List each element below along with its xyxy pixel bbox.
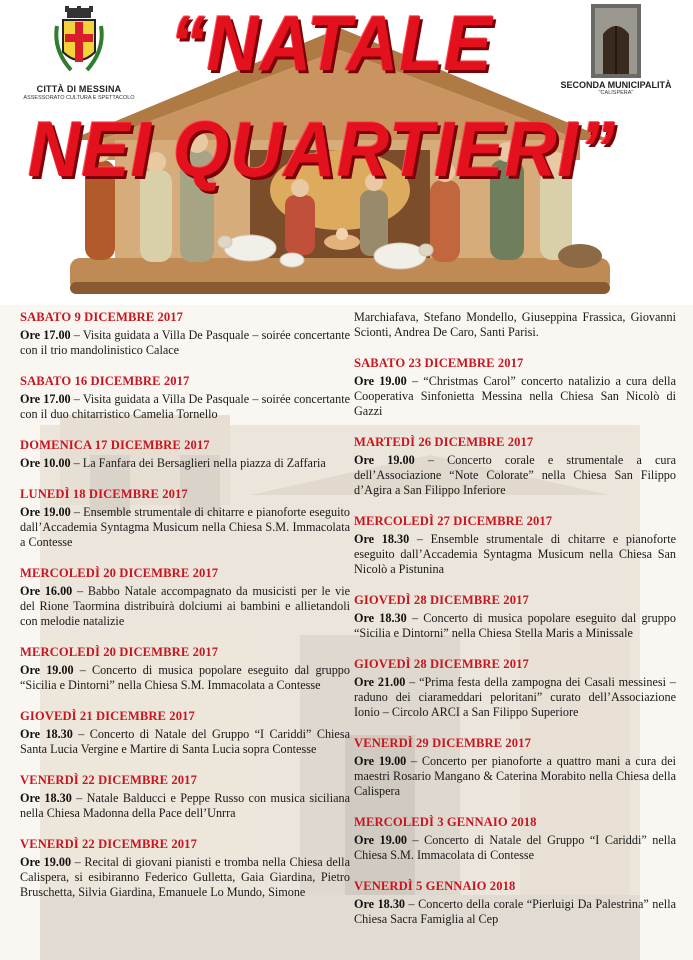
event-date: SABATO 16 DICEMBRE 2017 [20,374,190,388]
event-description [354,611,676,641]
coat-of-arms-icon [53,6,105,82]
event-description [20,855,350,900]
poster-title-line-2: NEI QUARTIERI” [28,105,617,193]
event-item [354,593,676,641]
event-time: Ore 19.00 [20,663,74,677]
event-date: MERCOLEDÌ 20 DICEMBRE 2017 [20,566,219,580]
event-time: Ore 18.30 [20,791,72,805]
event-date: MARTEDÌ 26 DICEMBRE 2017 [354,435,534,449]
municipality-name: SECONDA MUNICIPALITÀ [560,80,672,90]
event-item [354,657,676,720]
event-text: – Visita guidata a Villa De Pasquale – soirée concertante con il duo chitarristico Camelia Tornello [20,392,350,421]
event-continuation: Marchiafava, Stefano Mondello, Giuseppina Frassica, Giovanni Scionti, Andrea De Caro, Santi Parisi. [354,310,676,339]
event-description [20,456,350,471]
event-time: Ore 17.00 [20,392,71,406]
event-time: Ore 19.00 [354,374,407,388]
event-item [20,709,350,757]
event-date: GIOVEDÌ 28 DICEMBRE 2017 [354,593,529,607]
events-right-column [354,310,676,943]
events-left-column [20,310,350,916]
event-item [20,487,350,550]
event-item [20,438,350,471]
event-text: – Concerto per pianoforte a quattro mani a cura dei maestri Rosario Mangano & Caterina Morabito nella Chiesa della Calispera [354,754,676,798]
event-time: Ore 19.00 [354,453,415,467]
event-description [20,663,350,693]
event-description [20,727,350,757]
event-item [20,837,350,900]
event-text: – Recital di giovani pianisti e tromba nella Chiesa della Calispera, si esibiranno Federico Gulletta, Gaia Giardina, Pietro Bruschetta, Silvia Giardina, Emanuele Lo Mundo, Simone [20,855,350,899]
event-time: Ore 19.00 [354,833,408,847]
event-text: – “Christmas Carol” concerto natalizio a cura della Cooperativa Sinfonietta Messina nella Chiesa San Nicolò di Gazzi [354,374,676,418]
event-description [20,328,350,358]
city-of-messina-logo [20,6,138,101]
poster-title-line-1: “NATALE [170,0,493,87]
event-description [354,754,676,799]
event-text: – La Fanfara dei Bersaglieri nella piazza di Zaffaria [70,456,326,470]
event-time: Ore 19.00 [354,754,407,768]
event-description [20,791,350,821]
event-item [20,310,350,358]
event-date: GIOVEDÌ 28 DICEMBRE 2017 [354,657,529,671]
event-text: – Ensemble strumentale di chitarre e pianoforte eseguito dall’Accademia Syntagma Musicum nella Chiesa San Nicolò a Pistunina [354,532,676,576]
event-text: – Visita guidata a Villa De Pasquale – soirée concertante con il trio mandolinistico Calace [20,328,350,357]
event-date: VENERDÌ 22 DICEMBRE 2017 [20,773,197,787]
municipality-logo [556,4,676,96]
event-date: LUNEDÌ 18 DICEMBRE 2017 [20,487,188,501]
event-date: GIOVEDÌ 21 DICEMBRE 2017 [20,709,195,723]
event-date: MERCOLEDÌ 27 DICEMBRE 2017 [354,514,553,528]
event-text: – Concerto della corale “Pierluigi Da Palestrina” nella Chiesa Sacra Famiglia al Cep [354,897,676,926]
event-text: – Concerto corale e strumentale a cura dell’Associazione “Note Colorate” nella Chiesa San Filippo d’Agira a San Filippo Inferiore [354,453,676,497]
event-time: Ore 18.30 [354,532,410,546]
event-description [354,675,676,720]
event-time: Ore 18.30 [354,611,407,625]
event-text: – Ensemble strumentale di chitarre e pianoforte eseguito dall’Accademia Syntagma Musicum nella Chiesa S.M. Immacolata a Contesse [20,505,350,549]
municipality-subtitle: "CALISPERA" [598,90,634,96]
event-item [354,736,676,799]
event-description [20,392,350,422]
event-date: VENERDÌ 29 DICEMBRE 2017 [354,736,531,750]
event-item [354,356,676,419]
event-item [20,645,350,693]
event-date: MERCOLEDÌ 20 DICEMBRE 2017 [20,645,219,659]
event-date: VENERDÌ 22 DICEMBRE 2017 [20,837,197,851]
event-item [354,815,676,863]
event-item [20,374,350,422]
event-time: Ore 19.00 [20,505,71,519]
city-name: CITTÀ DI MESSINA [36,84,122,94]
event-text: – Concerto di Natale del Gruppo “I Cariddi” nella Chiesa S.M. Immacolata di Contesse [354,833,676,862]
event-date: MERCOLEDÌ 3 GENNAIO 2018 [354,815,537,829]
church-door-icon [591,4,641,78]
event-text: – Babbo Natale accompagnato da musicisti per le vie del Rione Taormina distribuirà dolciumi ai bambini e allietandoli con melodie natalizie [20,584,350,628]
event-time: Ore 10.00 [20,456,71,470]
event-time: Ore 17.00 [20,328,71,342]
event-description [354,374,676,419]
event-time: Ore 19.00 [20,855,72,869]
event-text: – Concerto di musica popolare eseguito dal gruppo “Sicilia e Dintorni” nella Chiesa Stella Maris a Minissale [354,611,676,640]
event-item [20,773,350,821]
event-description [354,833,676,863]
event-text: – Natale Balducci e Peppe Russo con musica siciliana nella Chiesa Madonna della Pace dell’Unrra [20,791,350,820]
event-item [354,514,676,577]
event-description [354,532,676,577]
city-office: ASSESSORATO CULTURA E SPETTACOLO [23,95,135,101]
poster-header [0,0,693,305]
event-time: Ore 21.00 [354,675,406,689]
event-description [20,505,350,550]
event-description [20,584,350,629]
event-item [354,879,676,927]
event-item [20,566,350,629]
event-date: SABATO 9 DICEMBRE 2017 [20,310,184,324]
event-date: VENERDÌ 5 GENNAIO 2018 [354,879,516,893]
event-item [354,435,676,498]
event-description [354,897,676,927]
event-text: – Concerto di musica popolare eseguito dal gruppo “Sicilia e Dintorni” nella Chiesa S.M. Immacolata a Contesse [20,663,350,692]
event-description [354,453,676,498]
event-text: – “Prima festa della zampogna dei Casali messinesi – raduno dei ciarameddari peloritani” curato dell’Associazione Ionio – Circolo ARCI a San Filippo Superiore [354,675,676,719]
event-time: Ore 18.30 [354,897,406,911]
event-time: Ore 16.00 [20,584,73,598]
event-date: DOMENICA 17 DICEMBRE 2017 [20,438,210,452]
event-date: SABATO 23 DICEMBRE 2017 [354,356,524,370]
event-text: – Concerto di Natale del Gruppo “I Cariddi” Chiesa Santa Lucia Vergine e Martire di Santa Lucia sopra Contesse [20,727,350,756]
event-time: Ore 18.30 [20,727,73,741]
